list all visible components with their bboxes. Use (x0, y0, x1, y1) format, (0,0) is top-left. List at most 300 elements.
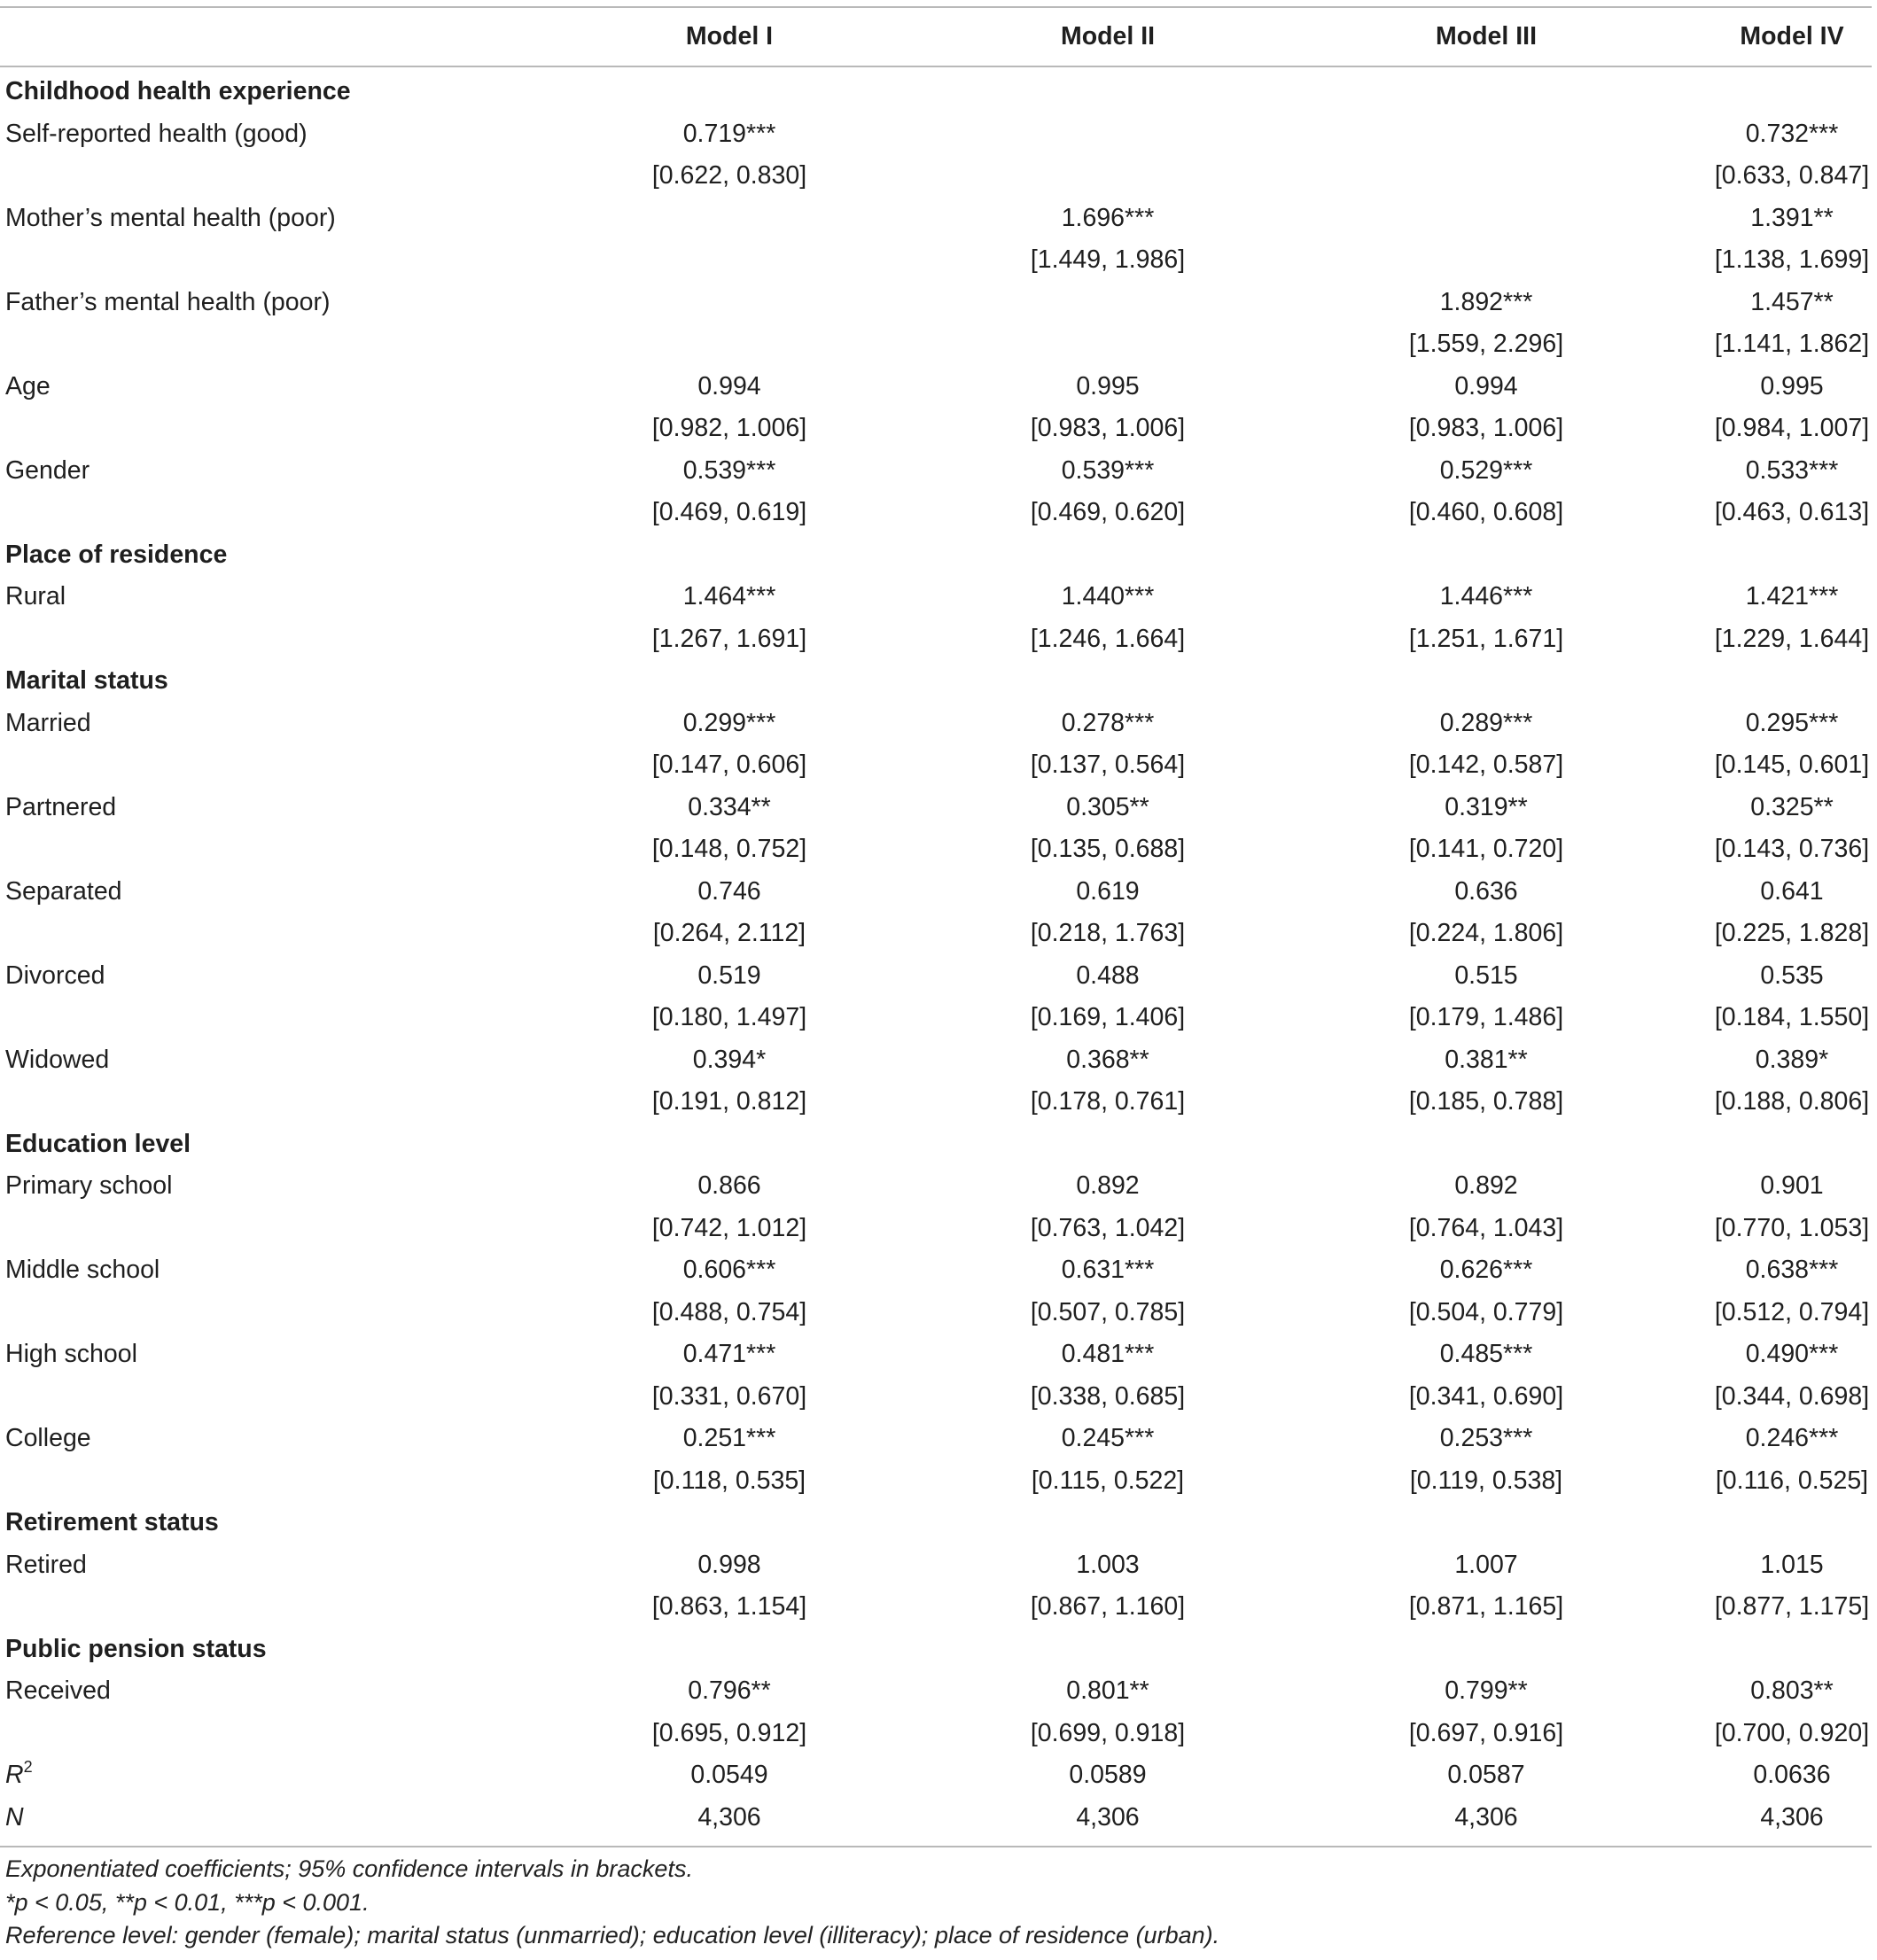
estimate-cell (505, 450, 809, 493)
ci-value: [0.218, 1.763] (1030, 919, 1186, 947)
ci-cell (505, 1376, 809, 1419)
ci-value: [0.184, 1.550] (1714, 1003, 1870, 1031)
ci-value: [0.135, 0.688] (1030, 835, 1186, 863)
estimate-cell (809, 1418, 1188, 1460)
estimate-value: 0.638*** (1745, 1256, 1839, 1284)
ci-cell (505, 492, 809, 534)
estimate-cell (1566, 1418, 1872, 1460)
table-row (0, 450, 1872, 493)
ci-value: [0.867, 1.160] (1030, 1592, 1186, 1621)
ci-value: [0.143, 0.736] (1714, 835, 1870, 863)
estimate-cell (505, 871, 809, 914)
empty-label-cell (0, 1376, 505, 1419)
estimate-cell (1566, 1165, 1872, 1208)
stat-label (0, 1754, 505, 1797)
estimate-cell (809, 955, 1188, 998)
ci-cell (809, 1460, 1188, 1503)
estimate-value: 0.334** (688, 792, 771, 821)
ci-value: [0.863, 1.154] (651, 1592, 807, 1621)
header-model-3: Model III (1188, 8, 1566, 66)
estimate-value: 0.732*** (1745, 119, 1839, 148)
estimate-value: 0.746 (697, 876, 761, 906)
ci-cell (1566, 828, 1872, 871)
estimate-cell (505, 1418, 809, 1460)
variable-label: Middle school (5, 1256, 160, 1284)
ci-cell (1566, 1376, 1872, 1419)
estimate-cell (1188, 1544, 1566, 1587)
ci-value: [0.331, 0.670] (651, 1381, 807, 1411)
stat-value: 4,306 (1454, 1802, 1518, 1832)
ci-value: [0.191, 0.812] (651, 1087, 807, 1116)
estimate-cell (1188, 1165, 1566, 1208)
ci-value: [1.246, 1.664] (1030, 624, 1186, 653)
ci-value: [0.116, 0.525] (1715, 1466, 1869, 1495)
variable-label: Rural (5, 582, 66, 611)
estimate-value: 0.801** (1066, 1676, 1149, 1705)
ci-value: [0.695, 0.912] (651, 1718, 807, 1747)
variable-label: Father’s mental health (poor) (5, 287, 331, 316)
note-reference-levels: Reference level: gender (female); marital status (unmarried); education level (illiteracy); place of residence (urban). (5, 1922, 1220, 1948)
table-row (0, 1418, 1872, 1460)
table-body (0, 66, 1872, 1839)
ci-cell (1566, 239, 1872, 282)
estimate-cell (505, 1249, 809, 1292)
estimate-value: 0.394* (692, 1045, 767, 1074)
empty-label-cell (0, 828, 505, 871)
ci-cell (1566, 1081, 1872, 1124)
ci-cell (505, 408, 809, 450)
table-row (0, 576, 1872, 618)
estimate-cell (809, 1249, 1188, 1292)
ci-cell (1188, 997, 1566, 1039)
estimate-cell (1566, 1039, 1872, 1082)
estimate-value: 0.641 (1760, 876, 1824, 906)
table-row-ci (0, 155, 1872, 198)
estimate-value: 0.519 (697, 961, 761, 990)
empty-label-cell (0, 618, 505, 661)
ci-value: [0.697, 0.916] (1408, 1718, 1564, 1747)
ci-cell (1188, 1292, 1566, 1334)
estimate-value: 0.994 (1454, 371, 1518, 401)
estimate-value: 0.529*** (1439, 455, 1533, 485)
section-row (0, 660, 1872, 703)
variable-label: Primary school (5, 1171, 173, 1200)
estimate-cell (1566, 1544, 1872, 1587)
estimate-cell (505, 1670, 809, 1713)
ci-value: [0.137, 0.564] (1030, 751, 1186, 779)
section-heading: Childhood health experience (5, 77, 351, 105)
estimate-cell (505, 1165, 809, 1208)
estimate-value: 0.799** (1445, 1676, 1528, 1705)
stat-cell (505, 1754, 809, 1797)
header-label-cell (0, 8, 505, 66)
stat-cell (809, 1754, 1188, 1797)
table-row-ci (0, 1376, 1872, 1419)
estimate-cell (1188, 1039, 1566, 1082)
ci-value: [0.871, 1.165] (1408, 1592, 1564, 1621)
estimate-value: 0.246*** (1745, 1424, 1839, 1452)
ci-cell (809, 1081, 1188, 1124)
ci-cell (809, 1586, 1188, 1629)
ci-cell (505, 1081, 809, 1124)
estimate-cell (1188, 1334, 1566, 1376)
stat-value: 0.0549 (690, 1761, 768, 1789)
table-row-ci (0, 913, 1872, 955)
ci-value: [0.463, 0.613] (1714, 498, 1870, 526)
variable-label: High school (5, 1340, 137, 1368)
ci-cell (505, 155, 809, 198)
header-model-1: Model I (505, 8, 809, 66)
stat-cell (1566, 1797, 1872, 1839)
ci-value: [0.185, 0.788] (1408, 1087, 1564, 1116)
estimate-cell (1188, 113, 1566, 156)
empty-label-cell (0, 323, 505, 366)
ci-value: [0.145, 0.601] (1714, 751, 1870, 779)
estimate-value: 0.488 (1076, 961, 1140, 990)
estimate-cell (809, 1334, 1188, 1376)
estimate-cell (809, 871, 1188, 914)
ci-cell (809, 744, 1188, 787)
stat-value: 0.0589 (1069, 1761, 1147, 1789)
ci-value: [0.338, 0.685] (1030, 1381, 1186, 1411)
ci-cell (505, 618, 809, 661)
estimate-cell (809, 576, 1188, 618)
estimate-value: 0.796** (688, 1676, 771, 1705)
ci-value: [0.633, 0.847] (1714, 161, 1870, 190)
ci-value: [0.119, 0.538] (1409, 1466, 1563, 1495)
table-row-ci (0, 744, 1872, 787)
estimate-cell (1566, 955, 1872, 998)
empty-label-cell (0, 1292, 505, 1334)
ci-cell (505, 1292, 809, 1334)
empty-label-cell (0, 1713, 505, 1755)
estimate-cell (1566, 1249, 1872, 1292)
estimate-cell (809, 1039, 1188, 1082)
estimate-cell (1566, 450, 1872, 493)
ci-cell (1566, 1208, 1872, 1250)
ci-value: [0.983, 1.006] (1408, 414, 1564, 442)
ci-value: [0.622, 0.830] (651, 161, 807, 190)
estimate-cell (1188, 703, 1566, 745)
estimate-value: 1.003 (1076, 1550, 1140, 1579)
stat-value: 4,306 (697, 1802, 761, 1832)
stat-row (0, 1754, 1872, 1797)
estimate-value: 0.481*** (1061, 1340, 1155, 1368)
ci-value: [0.469, 0.619] (651, 498, 807, 526)
empty-label-cell (0, 408, 505, 450)
ci-cell (1188, 323, 1566, 366)
estimate-value: 1.440*** (1061, 582, 1155, 611)
table-row-ci (0, 1586, 1872, 1629)
table-row (0, 787, 1872, 829)
section-row (0, 66, 1872, 113)
estimate-value: 0.994 (697, 371, 761, 401)
header-row (0, 8, 1872, 66)
table-row-ci (0, 1208, 1872, 1250)
section-row (0, 1124, 1872, 1166)
empty-label-cell (0, 997, 505, 1039)
regression-table (0, 8, 1872, 1839)
estimate-value: 0.289*** (1439, 708, 1533, 737)
stat-symbol: R (5, 1761, 24, 1789)
ci-value: [0.141, 0.720] (1408, 835, 1564, 863)
empty-label-cell (0, 155, 505, 198)
estimate-cell (1188, 282, 1566, 324)
ci-value: [0.742, 1.012] (651, 1213, 807, 1242)
estimate-cell (809, 282, 1188, 324)
ci-value: [1.559, 2.296] (1408, 330, 1564, 358)
ci-value: [0.469, 0.620] (1030, 498, 1186, 526)
estimate-value: 0.278*** (1061, 708, 1155, 737)
empty-label-cell (0, 239, 505, 282)
estimate-value: 0.245*** (1061, 1424, 1155, 1452)
ci-value: [0.147, 0.606] (651, 751, 807, 779)
empty-label-cell (0, 492, 505, 534)
ci-cell (1566, 997, 1872, 1039)
estimate-cell (809, 366, 1188, 408)
estimate-value: 0.636 (1454, 876, 1518, 906)
estimate-cell (1188, 450, 1566, 493)
estimate-value: 0.471*** (682, 1340, 776, 1368)
ci-value: [0.460, 0.608] (1408, 498, 1564, 526)
ci-value: [0.264, 2.112] (652, 919, 806, 947)
ci-value: [0.488, 0.754] (651, 1297, 807, 1326)
ci-cell (1566, 1460, 1872, 1503)
ci-cell (1188, 239, 1566, 282)
table-row (0, 1670, 1872, 1713)
stat-value: 0.0587 (1447, 1761, 1525, 1789)
estimate-cell (1566, 576, 1872, 618)
stat-row (0, 1797, 1872, 1839)
ci-value: [0.169, 1.406] (1030, 1003, 1186, 1031)
section-row (0, 1629, 1872, 1671)
empty-label-cell (0, 744, 505, 787)
variable-label: Mother’s mental health (poor) (5, 203, 336, 232)
estimate-value: 0.626*** (1439, 1256, 1533, 1284)
ci-cell (1566, 913, 1872, 955)
estimate-cell (1188, 1670, 1566, 1713)
table-row-ci (0, 1081, 1872, 1124)
variable-label: Partnered (5, 792, 117, 821)
variable-label: Gender (5, 455, 90, 485)
ci-cell (1188, 1460, 1566, 1503)
ci-cell (1566, 1713, 1872, 1755)
estimate-cell (1566, 703, 1872, 745)
estimate-value: 0.253*** (1439, 1424, 1533, 1452)
estimate-value: 1.892*** (1439, 287, 1533, 316)
ci-cell (1566, 1292, 1872, 1334)
estimate-value: 0.866 (697, 1171, 761, 1200)
estimate-cell (505, 787, 809, 829)
ci-cell (1188, 744, 1566, 787)
estimate-cell (1566, 1334, 1872, 1376)
ci-cell (1188, 1081, 1566, 1124)
estimate-value: 0.631*** (1061, 1256, 1155, 1284)
ci-value: [0.344, 0.698] (1714, 1381, 1870, 1411)
table-row (0, 1249, 1872, 1292)
section-row (0, 534, 1872, 577)
stat-value: 4,306 (1076, 1802, 1140, 1832)
estimate-value: 0.892 (1076, 1171, 1140, 1200)
estimate-value: 0.389* (1755, 1045, 1829, 1074)
estimate-cell (505, 113, 809, 156)
estimate-cell (1188, 787, 1566, 829)
ci-value: [1.229, 1.644] (1714, 624, 1870, 653)
ci-cell (505, 1208, 809, 1250)
estimate-value: 0.325** (1750, 792, 1834, 821)
ci-cell (1188, 828, 1566, 871)
stat-cell (1188, 1797, 1566, 1839)
ci-value: [1.141, 1.862] (1714, 330, 1870, 358)
stat-cell (505, 1797, 809, 1839)
ci-cell (809, 1713, 1188, 1755)
estimate-value: 0.619 (1076, 876, 1140, 906)
table-row (0, 955, 1872, 998)
ci-value: [0.507, 0.785] (1030, 1297, 1186, 1326)
ci-value: [0.188, 0.806] (1714, 1087, 1870, 1116)
estimate-cell (1188, 576, 1566, 618)
ci-cell (1188, 492, 1566, 534)
ci-value: [0.178, 0.761] (1030, 1087, 1186, 1116)
section-heading: Retirement status (5, 1508, 219, 1536)
ci-value: [0.118, 0.535] (652, 1466, 806, 1495)
estimate-cell (1188, 955, 1566, 998)
ci-cell (1188, 408, 1566, 450)
estimate-cell (505, 955, 809, 998)
estimate-value: 0.368** (1066, 1045, 1149, 1074)
table-row-ci (0, 1713, 1872, 1755)
variable-label: Retired (5, 1550, 87, 1579)
ci-cell (809, 1292, 1188, 1334)
estimate-cell (505, 198, 809, 240)
table-row (0, 366, 1872, 408)
empty-label-cell (0, 913, 505, 955)
ci-value: [0.179, 1.486] (1408, 1003, 1564, 1031)
ci-cell (809, 408, 1188, 450)
estimate-cell (505, 366, 809, 408)
ci-cell (1566, 408, 1872, 450)
ci-value: [0.512, 0.794] (1714, 1297, 1870, 1326)
ci-value: [0.770, 1.053] (1714, 1213, 1870, 1242)
estimate-value: 1.391** (1750, 203, 1834, 232)
table-row (0, 282, 1872, 324)
stat-value: 0.0636 (1753, 1761, 1831, 1789)
estimate-value: 0.299*** (682, 708, 776, 737)
estimate-cell (1566, 113, 1872, 156)
ci-cell (1188, 1586, 1566, 1629)
note-coefficients: Exponentiated coefficients; 95% confidence intervals in brackets. (5, 1855, 693, 1882)
estimate-value: 0.803** (1750, 1676, 1834, 1705)
estimate-value: 1.421*** (1745, 582, 1839, 611)
estimate-cell (1566, 198, 1872, 240)
ci-cell (809, 618, 1188, 661)
estimate-value: 1.696*** (1061, 203, 1155, 232)
estimate-cell (1188, 871, 1566, 914)
estimate-cell (1566, 282, 1872, 324)
ci-cell (809, 1208, 1188, 1250)
ci-cell (1566, 1586, 1872, 1629)
table-row (0, 703, 1872, 745)
empty-label-cell (0, 1081, 505, 1124)
estimate-cell (505, 1039, 809, 1082)
estimate-cell (505, 1334, 809, 1376)
section-heading: Education level (5, 1129, 191, 1158)
ci-value: [0.225, 1.828] (1714, 919, 1870, 947)
estimate-value: 0.998 (697, 1550, 761, 1579)
ci-cell (1566, 618, 1872, 661)
table-row-ci (0, 323, 1872, 366)
estimate-cell (1188, 366, 1566, 408)
ci-cell (505, 913, 809, 955)
ci-value: [0.983, 1.006] (1030, 414, 1186, 442)
estimate-cell (809, 450, 1188, 493)
estimate-value: 1.464*** (682, 582, 776, 611)
estimate-value: 0.892 (1454, 1171, 1518, 1200)
stat-cell (1188, 1754, 1566, 1797)
ci-value: [0.982, 1.006] (651, 414, 807, 442)
table-row-ci (0, 492, 1872, 534)
estimate-value: 0.995 (1076, 371, 1140, 401)
ci-value: [0.877, 1.175] (1714, 1592, 1870, 1621)
variable-label: Received (5, 1676, 111, 1705)
ci-cell (809, 1376, 1188, 1419)
note-significance: *p < 0.05, **p < 0.01, ***p < 0.001. (5, 1888, 370, 1916)
estimate-cell (809, 113, 1188, 156)
table-row-ci (0, 408, 1872, 450)
ci-cell (1566, 323, 1872, 366)
stat-symbol: N (5, 1802, 24, 1832)
estimate-cell (1566, 787, 1872, 829)
variable-label: Age (5, 371, 51, 401)
estimate-cell (809, 198, 1188, 240)
stat-cell (809, 1797, 1188, 1839)
estimate-cell (1188, 1418, 1566, 1460)
ci-cell (505, 1460, 809, 1503)
empty-label-cell (0, 1586, 505, 1629)
ci-cell (809, 997, 1188, 1039)
variable-label: Divorced (5, 961, 105, 990)
ci-cell (1188, 1376, 1566, 1419)
ci-value: [0.699, 0.918] (1030, 1718, 1186, 1747)
variable-label: Self-reported health (good) (5, 119, 308, 148)
table-row-ci (0, 828, 1872, 871)
ci-cell (1566, 155, 1872, 198)
ci-value: [1.267, 1.691] (651, 624, 807, 653)
table-row-ci (0, 997, 1872, 1039)
ci-cell (809, 913, 1188, 955)
ci-cell (1188, 913, 1566, 955)
section-row (0, 1502, 1872, 1544)
variable-label: Married (5, 708, 91, 737)
ci-cell (1188, 1208, 1566, 1250)
ci-cell (505, 828, 809, 871)
ci-cell (809, 239, 1188, 282)
estimate-cell (809, 1165, 1188, 1208)
header-model-4: Model IV (1566, 8, 1872, 66)
empty-label-cell (0, 1208, 505, 1250)
estimate-cell (1188, 1249, 1566, 1292)
ci-cell (505, 1713, 809, 1755)
estimate-cell (1566, 1670, 1872, 1713)
estimate-value: 0.295*** (1745, 708, 1839, 737)
estimate-value: 1.457** (1750, 287, 1834, 316)
estimate-value: 0.533*** (1745, 455, 1839, 485)
ci-cell (505, 997, 809, 1039)
ci-value: [1.449, 1.986] (1030, 245, 1186, 274)
estimate-cell (505, 576, 809, 618)
estimate-value: 0.535 (1760, 961, 1824, 990)
table-row (0, 1039, 1872, 1082)
